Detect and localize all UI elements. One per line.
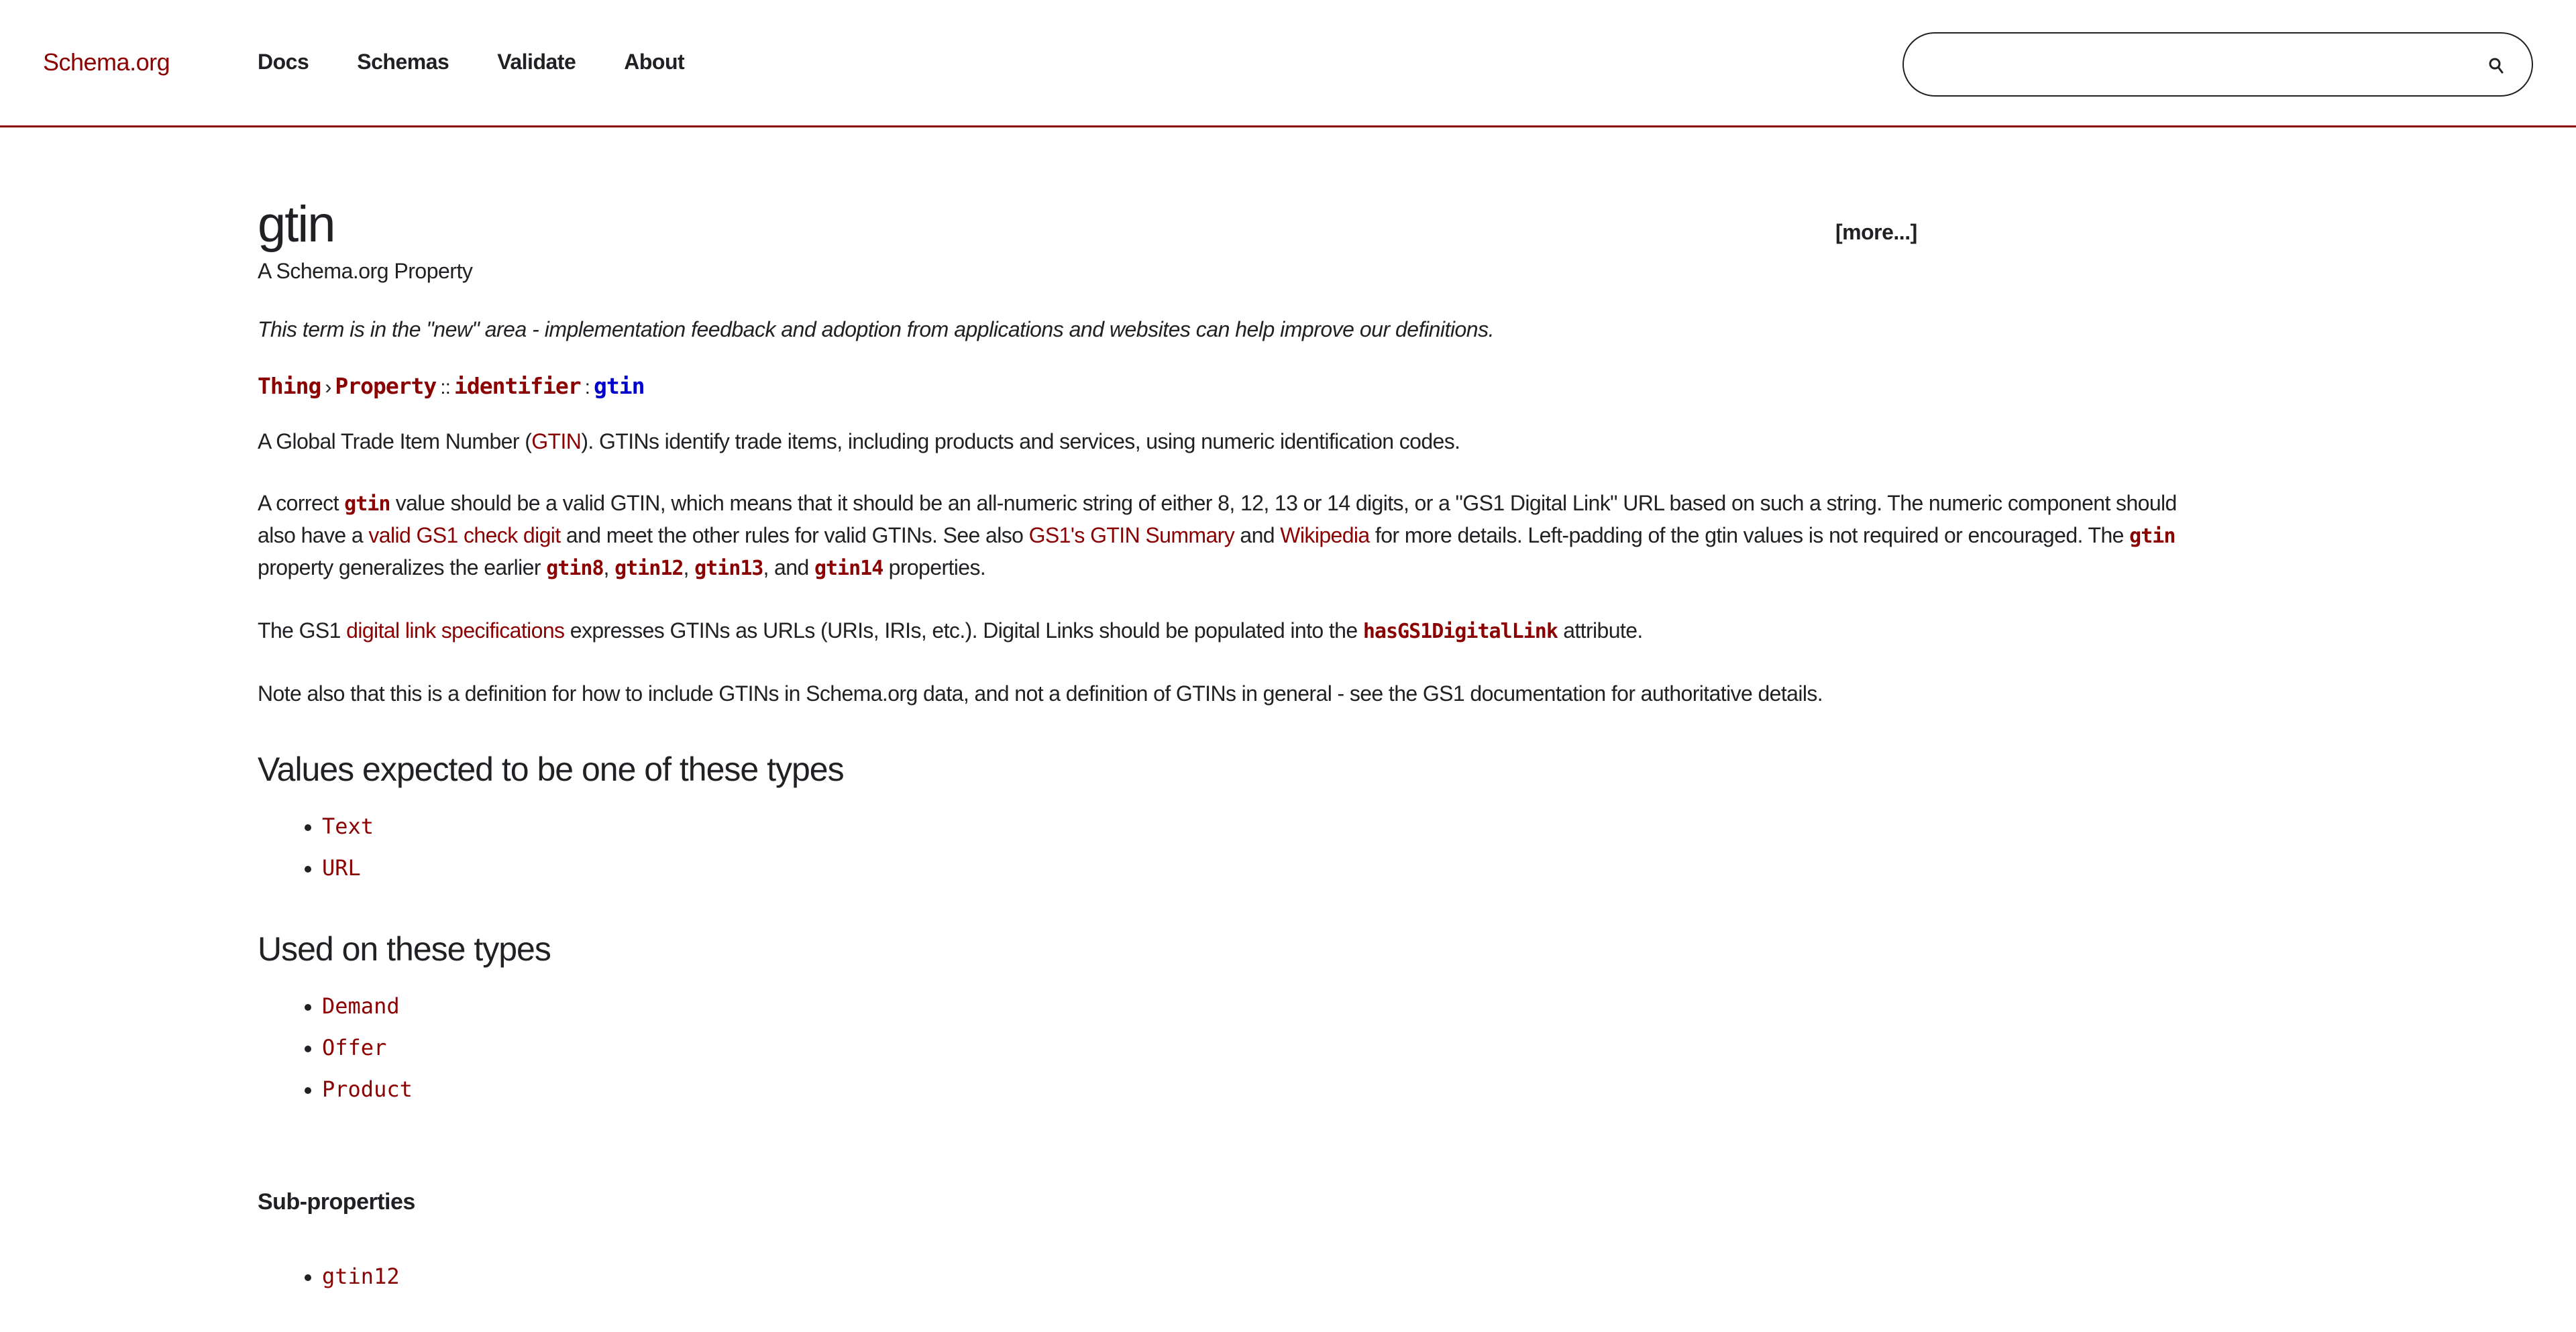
list-item xyxy=(322,1068,2183,1110)
gtin8-link[interactable]: gtin8 xyxy=(546,557,604,580)
nav-schemas[interactable]: Schemas xyxy=(357,50,449,74)
description-paragraph-1 xyxy=(258,426,2183,457)
text: The GS1 xyxy=(258,618,347,643)
breadcrumb-identifier[interactable]: identifier xyxy=(453,373,581,399)
breadcrumb-separator: :: xyxy=(440,376,450,398)
breadcrumb-current: gtin xyxy=(594,373,645,399)
text: expresses GTINs as URLs (URIs, IRIs, etc.). Digital Links should be populated into the xyxy=(564,618,1363,643)
gtin-code-link[interactable]: gtin xyxy=(344,492,390,516)
breadcrumb-separator: › xyxy=(325,376,331,398)
page-title: gtin xyxy=(258,196,335,253)
gtin-summary-link[interactable]: GS1's GTIN Summary xyxy=(1028,523,1235,547)
text: and xyxy=(1234,523,1281,547)
text: value should be a valid GTIN, which means that it should be an all-numeric string of either 8, 12, 13 or 14 digits, or a "GS1 Digital Link" URL based on such a string. The numeric component should also have a xyxy=(258,491,2177,547)
type-url-link[interactable]: URL xyxy=(322,855,361,881)
list-item xyxy=(322,806,2183,847)
values-expected-list xyxy=(258,806,2183,889)
check-digit-link[interactable]: valid GS1 check digit xyxy=(368,523,561,547)
gtin14-link[interactable]: gtin14 xyxy=(814,557,883,580)
type-demand-link[interactable]: Demand xyxy=(322,993,400,1019)
has-gs1-digital-link-link[interactable]: hasGS1DigitalLink xyxy=(1362,620,1558,643)
digital-link-specifications-link[interactable]: digital link specifications xyxy=(346,618,565,643)
wikipedia-link[interactable]: Wikipedia xyxy=(1280,523,1370,547)
sub-properties-heading: Sub-properties xyxy=(258,1189,415,1215)
search-input[interactable] xyxy=(1924,46,2463,85)
breadcrumb-property[interactable]: Property xyxy=(335,373,437,399)
page-subtitle: A Schema.org Property xyxy=(258,259,473,283)
type-offer-link[interactable]: Offer xyxy=(322,1035,387,1060)
main-content xyxy=(258,195,2183,1297)
description-paragraph-3 xyxy=(258,615,2183,647)
main-nav xyxy=(258,50,733,74)
site-header xyxy=(0,0,2576,127)
gtin13-link[interactable]: gtin13 xyxy=(694,557,763,580)
text: A Global Trade Item Number ( xyxy=(258,429,532,453)
more-button[interactable]: [more...] xyxy=(1835,220,1917,244)
gtin12-subproperty-link[interactable]: gtin12 xyxy=(322,1264,400,1289)
list-item xyxy=(322,985,2183,1027)
nav-about[interactable]: About xyxy=(624,50,685,74)
list-item xyxy=(322,847,2183,889)
breadcrumb xyxy=(258,373,2183,399)
gtin-link[interactable]: GTIN xyxy=(531,429,582,453)
list-item xyxy=(322,1256,2183,1297)
gtin-code-link[interactable]: gtin xyxy=(2129,524,2176,548)
list-item xyxy=(322,1027,2183,1068)
gtin12-link[interactable]: gtin12 xyxy=(614,557,684,580)
breadcrumb-thing[interactable]: Thing xyxy=(258,373,321,399)
text: and meet the other rules for valid GTINs. See also xyxy=(560,523,1029,547)
text: , xyxy=(683,555,695,579)
sub-properties-list xyxy=(258,1256,2183,1297)
search-icon[interactable] xyxy=(2486,55,2508,76)
text: for more details. Left-padding of the gtin values is not required or encouraged. The xyxy=(1369,523,2130,547)
type-text-link[interactable]: Text xyxy=(322,814,374,839)
text: attribute. xyxy=(1557,618,1643,643)
used-on-list xyxy=(258,985,2183,1110)
description-paragraph-2 xyxy=(258,488,2183,584)
new-area-note: This term is in the "new" area - implementation feedback and adoption from applications and websites can help improve our definitions. xyxy=(258,317,1494,341)
text: property generalizes the earlier xyxy=(258,555,547,579)
text: , xyxy=(603,555,615,579)
description-paragraph-4: Note also that this is a definition for how to include GTINs in Schema.org data, and not a definition of GTINs in general - see the GS1 documentation for authoritative details. xyxy=(258,681,1823,706)
nav-docs[interactable]: Docs xyxy=(258,50,309,74)
site-logo[interactable]: Schema.org xyxy=(43,48,170,76)
breadcrumb-separator: : xyxy=(584,376,590,398)
used-on-heading: Used on these types xyxy=(258,930,551,968)
text: properties. xyxy=(883,555,986,579)
text: , and xyxy=(763,555,814,579)
text: ). GTINs identify trade items, including products and services, using numeric identification codes. xyxy=(581,429,1460,453)
search-box xyxy=(1902,32,2533,97)
type-product-link[interactable]: Product xyxy=(322,1076,413,1102)
values-expected-heading: Values expected to be one of these types xyxy=(258,751,844,788)
text: A correct xyxy=(258,491,345,515)
nav-validate[interactable]: Validate xyxy=(497,50,576,74)
